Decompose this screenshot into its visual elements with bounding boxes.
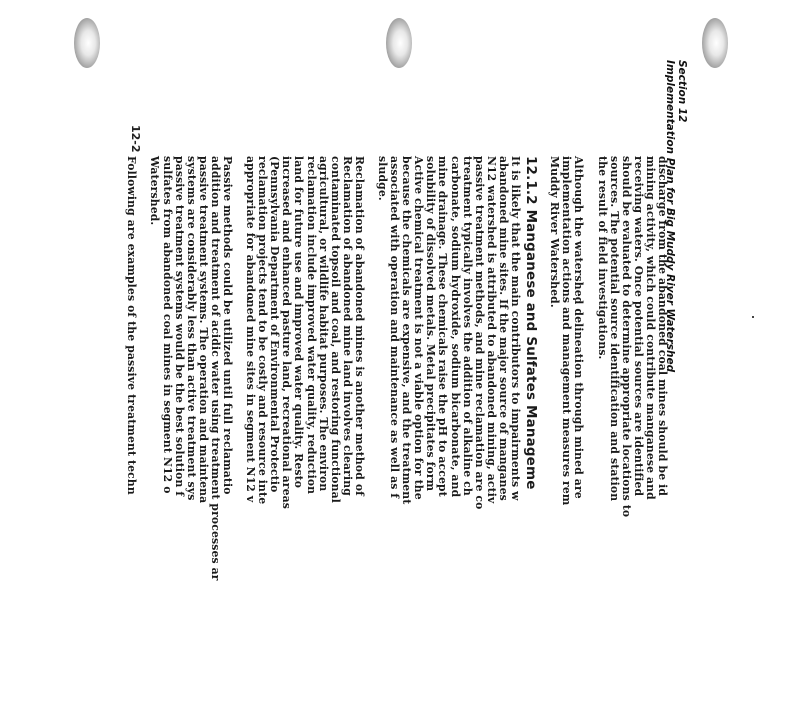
text-line: increased and enhanced pasture land, recreational areas [280, 156, 294, 510]
text-line: the result of field investigations. [595, 156, 609, 360]
text-line: passive treatment systems. The operation and maintena [196, 156, 210, 504]
text-line: carbonate, sodium hydroxide, sodium bicarbonate, and [448, 156, 462, 498]
text-line: systems are considerably less than active treatment sys [184, 156, 198, 501]
text-line: mine drainage. These chemicals raise the pH to accept [436, 156, 450, 497]
paragraph [548, 156, 584, 716]
paragraph [148, 156, 233, 716]
paragraph [595, 156, 668, 716]
section-label: Section 12 [676, 60, 688, 123]
text-line: receiving waters. Once potential sources are identified [631, 156, 645, 497]
document-body [114, 156, 668, 716]
text-line: Watershed. [148, 156, 162, 226]
paragraph [125, 156, 137, 716]
text-line: contaminated topsoil and coal, and restoring functional [328, 156, 342, 504]
text-line: appropriate for abandoned mine sites in segment N12 v [244, 156, 258, 503]
document-title: Implementation Plan for Big Muddy River Watershed [664, 60, 676, 373]
paragraph [244, 156, 365, 716]
text-line: discharge from the abandoned coal mines should be id [656, 156, 669, 497]
text-line: solubility of dissolved metals. Metal precipitates form [424, 156, 438, 492]
text-line: It is likely that the main contributors to impairments w [509, 156, 523, 501]
text-line: reclamation projects tend to be costly and resource inte [256, 156, 270, 505]
text-line: Active chemical treatment is not a viable option for the [412, 156, 426, 500]
text-line: should be evaluated to determine appropriate locations to [619, 156, 633, 518]
text-line: land for future use and improved water quality. Resto [292, 156, 306, 489]
text-line: Following are examples of the passive treatment techn [125, 156, 139, 495]
text-line: Passive methods could be utilized until full reclamatio [221, 156, 234, 495]
text-line: sulfates from abandoned coal mines in segment N12 o [160, 156, 174, 494]
section-heading: 12.1.2 Manganese and Sulfates Manageme [523, 156, 540, 490]
text-line: reclamation include improved water quality, reduction [304, 156, 318, 495]
text-line: treatment typically involves the addition of alkaline ch [460, 156, 474, 496]
text-line: Muddy River Watershed. [548, 156, 562, 308]
text-line: because the chemicals are expensive, and the treatment [400, 156, 414, 505]
text-line: implementation actions and management measures rem [560, 156, 574, 506]
paragraph [376, 156, 521, 716]
text-line: (Pennsylvania Department of Environmental Protectio [268, 156, 282, 493]
text-line: Although the watershed delineation through mined are [572, 156, 586, 499]
text-line: sources. The potential source identification and station [607, 156, 621, 502]
text-line: addition and treatment of acidic water using treatment processes ar [208, 156, 222, 581]
text-line: passive treatment systems would be the best solution f [172, 156, 186, 497]
text-line: mining activity, which could contribute manganese and [643, 156, 657, 500]
text-line: passive treatment methods, and mine reclamation are co [472, 156, 486, 510]
text-line: Reclamation of abandoned mines is another method of [352, 156, 366, 496]
text-line: Reclamation of abandoned mine land involves clearing [340, 156, 354, 496]
page-number: 12-2 [129, 125, 142, 153]
text-line: N12 watershed is attributed to abandoned mining, activ [484, 156, 498, 504]
text-line: sludge. [376, 156, 390, 201]
text-line: agricultural, or wildlife habitat purposes. The environ [316, 156, 330, 492]
text-line: abandoned mine sites. If the major source of manganes [496, 156, 510, 501]
text-line: associated with operation and maintenance as well as f [388, 156, 402, 499]
